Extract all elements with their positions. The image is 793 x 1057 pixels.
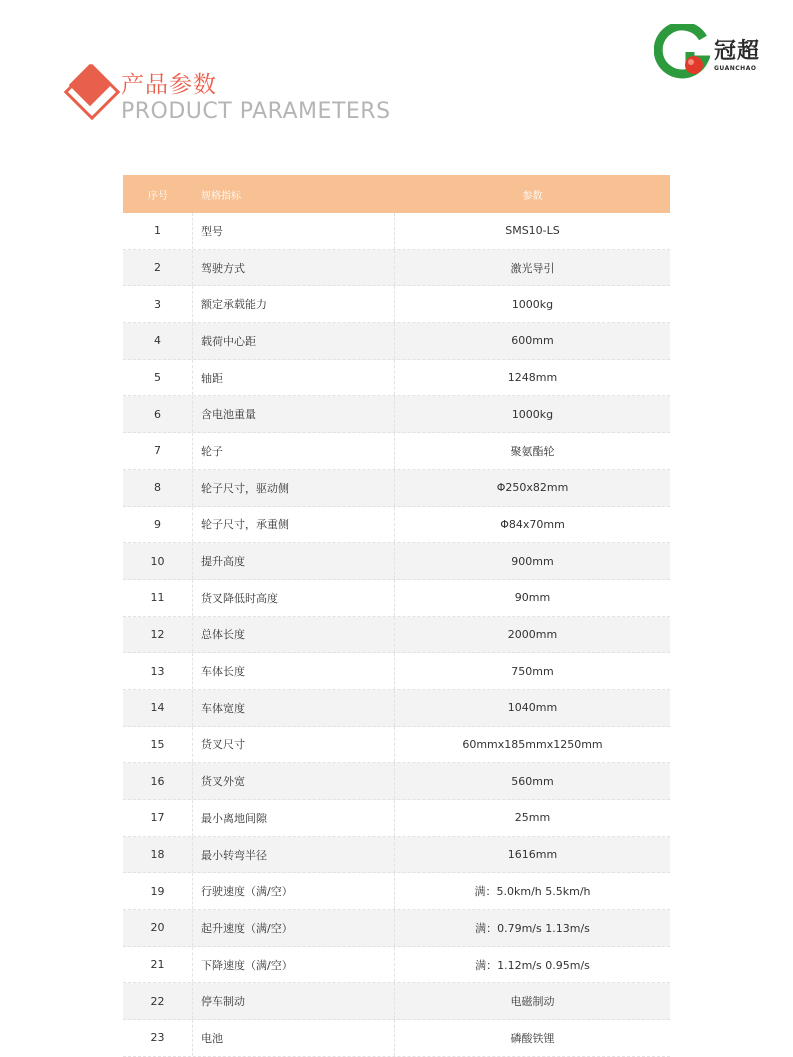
table-row <box>123 1020 670 1057</box>
table-row <box>123 617 670 654</box>
row-value: 25mm <box>514 811 551 825</box>
row-value: 600mm <box>511 334 554 348</box>
page-title-en: PRODUCT PARAMETERS <box>121 99 391 124</box>
row-value: SMS10-LS <box>505 224 560 238</box>
column-header-spec: 规格指标 <box>201 190 241 202</box>
row-index: 12 <box>123 617 193 653</box>
row-spec: 最小转弯半径 <box>193 837 395 873</box>
row-value: 满：0.79m/s 1.13m/s <box>475 921 590 935</box>
row-index: 17 <box>123 800 193 836</box>
row-value: 750mm <box>511 664 554 678</box>
row-spec: 起升速度（满/空） <box>193 910 395 946</box>
table-row <box>123 983 670 1020</box>
row-value: 1248mm <box>507 371 558 385</box>
row-spec: 型号 <box>193 213 395 249</box>
table-row <box>123 837 670 874</box>
row-spec: 车体宽度 <box>193 690 395 726</box>
row-value: 磷酸铁锂 <box>510 1031 555 1045</box>
page-title-cn: 产品参数 <box>121 72 217 98</box>
row-index: 7 <box>123 433 193 469</box>
row-spec: 含电池重量 <box>193 396 395 432</box>
table-row <box>123 763 670 800</box>
row-index: 22 <box>123 983 193 1019</box>
row-value: 60mmx185mmx1250mm <box>462 737 603 751</box>
logo-name-cn: 冠超 <box>714 39 761 64</box>
row-value: 1000kg <box>511 407 554 421</box>
table-row <box>123 947 670 984</box>
row-spec: 货叉外宽 <box>193 763 395 799</box>
row-spec: 轴距 <box>193 360 395 396</box>
row-spec: 货叉尺寸 <box>193 727 395 763</box>
row-index: 14 <box>123 690 193 726</box>
row-index: 13 <box>123 653 193 689</box>
row-spec: 轮子尺寸，驱动侧 <box>193 470 395 506</box>
table-row <box>123 800 670 837</box>
row-index: 4 <box>123 323 193 359</box>
row-spec: 提升高度 <box>193 543 395 579</box>
row-index: 9 <box>123 507 193 543</box>
table-row <box>123 360 670 397</box>
row-spec: 下降速度（满/空） <box>193 947 395 983</box>
row-spec: 电池 <box>193 1020 395 1056</box>
table-row <box>123 433 670 470</box>
row-index: 8 <box>123 470 193 506</box>
table-row <box>123 286 670 323</box>
brand-logo <box>650 18 765 84</box>
row-value: 2000mm <box>507 627 558 641</box>
table-row <box>123 690 670 727</box>
table-row <box>123 396 670 433</box>
column-header-value: 参数 <box>522 190 543 202</box>
table-row <box>123 910 670 947</box>
row-index: 10 <box>123 543 193 579</box>
row-index: 5 <box>123 360 193 396</box>
table-row <box>123 543 670 580</box>
table-row <box>123 323 670 360</box>
row-value: 满：5.0km/h 5.5km/h <box>474 885 591 899</box>
row-index: 20 <box>123 910 193 946</box>
row-spec: 车体长度 <box>193 653 395 689</box>
table-row <box>123 250 670 287</box>
row-index: 18 <box>123 837 193 873</box>
row-index: 15 <box>123 727 193 763</box>
row-value: 电磁制动 <box>510 995 555 1009</box>
table-row <box>123 580 670 617</box>
table-row <box>123 507 670 544</box>
row-index: 1 <box>123 213 193 249</box>
row-value: 1616mm <box>507 848 558 862</box>
row-spec: 最小离地间隙 <box>193 800 395 836</box>
row-spec: 载荷中心距 <box>193 323 395 359</box>
row-index: 6 <box>123 396 193 432</box>
row-index: 19 <box>123 873 193 909</box>
table-row <box>123 470 670 507</box>
row-spec: 轮子 <box>193 433 395 469</box>
row-value: 1040mm <box>507 701 558 715</box>
parameter-table <box>123 175 670 1057</box>
row-spec: 额定承载能力 <box>193 286 395 322</box>
table-row <box>123 727 670 764</box>
row-value: Φ84x70mm <box>500 517 565 531</box>
row-value: 560mm <box>511 774 554 788</box>
row-index: 16 <box>123 763 193 799</box>
row-spec: 行驶速度（满/空） <box>193 873 395 909</box>
table-header <box>123 175 670 213</box>
row-value: 激光导引 <box>510 261 555 275</box>
row-spec: 货叉降低时高度 <box>193 580 395 616</box>
table-row <box>123 653 670 690</box>
row-spec: 停车制动 <box>193 983 395 1019</box>
row-index: 3 <box>123 286 193 322</box>
row-spec: 总体长度 <box>193 617 395 653</box>
row-index: 2 <box>123 250 193 286</box>
row-value: 聚氨酯轮 <box>510 444 555 458</box>
row-value: 1000kg <box>511 297 554 311</box>
logo-name-en: GUANCHAO <box>714 65 757 72</box>
row-spec: 驾驶方式 <box>193 250 395 286</box>
column-header-index: 序号 <box>148 190 168 202</box>
row-value: 满：1.12m/s 0.95m/s <box>475 958 590 972</box>
row-value: 900mm <box>511 554 554 568</box>
row-value: 90mm <box>514 591 551 605</box>
logo-g-icon <box>654 24 710 80</box>
table-row <box>123 873 670 910</box>
table-row <box>123 213 670 250</box>
row-index: 11 <box>123 580 193 616</box>
row-index: 23 <box>123 1020 193 1056</box>
row-value: Φ250x82mm <box>496 481 569 495</box>
row-index: 21 <box>123 947 193 983</box>
row-spec: 轮子尺寸，承重侧 <box>193 507 395 543</box>
